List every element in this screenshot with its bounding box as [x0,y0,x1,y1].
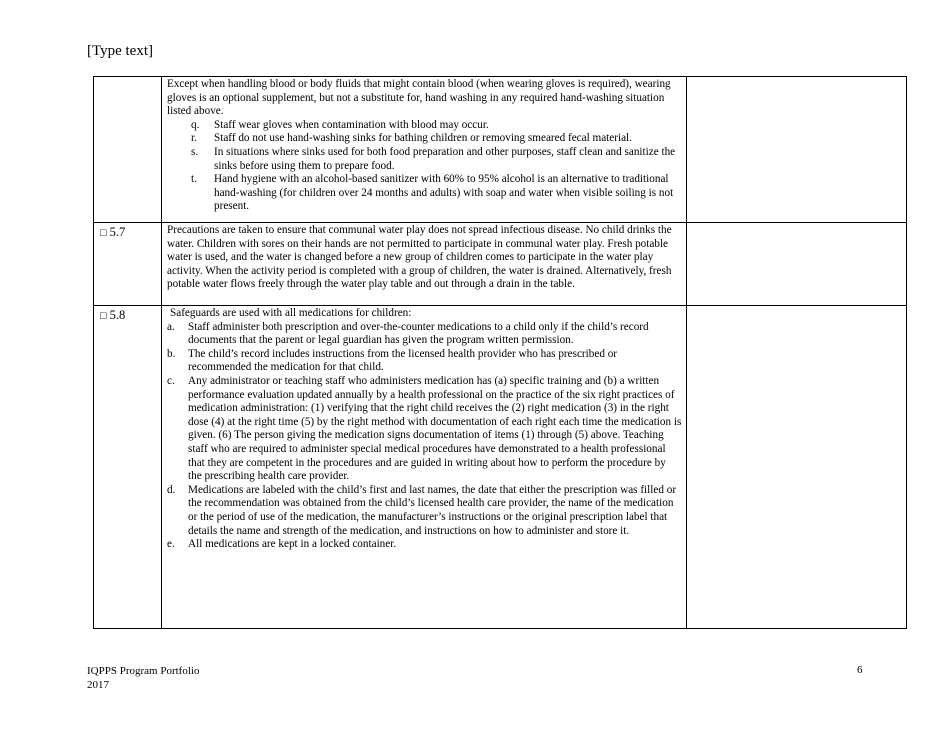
notes-cell [687,77,907,223]
criterion-content-cell [162,77,687,223]
list-text: Staff do not use hand-washing sinks for bathing children or removing smeared fecal material. [214,132,632,145]
list-item [167,132,682,146]
row3-intro: Safeguards are used with all medications for children: [170,307,412,319]
criterion-content-cell [162,306,687,629]
list-marker: q. [191,118,200,131]
row1-intro: Except when handling blood or body fluids that might contain blood (when wearing gloves is required), wearing gloves is an optional supplement, but not a substitute for, hand washing in any required hand-washing situation listed above. [167,78,671,118]
table-row [94,77,907,223]
checkbox-icon[interactable]: □ [100,227,107,239]
list-marker: c. [167,374,175,387]
list-item [167,321,682,348]
list-text: Staff wear gloves when contamination with blood may occur. [214,118,489,131]
list-marker: b. [167,347,176,360]
list-marker: d. [167,483,176,496]
list-marker: s. [191,145,199,158]
footer-year: 2017 [87,679,109,691]
list-text: Staff administer both prescription and over-the-counter medications to a child only if the child’s record documents that the parent or legal guardian has given the program written permission. [188,320,649,347]
table-row [94,223,907,306]
list-item [167,484,682,538]
footer-title: IQPPS Program Portfolio [87,665,200,677]
page-number: 6 [857,664,863,676]
criterion-number-cell [94,77,162,223]
list-text: Hand hygiene with an alcohol-based sanitizer with 60% to 95% alcohol is an alternative to traditional hand-washing (for children over 24 months and adults) with soap and water when visible soiling is not present. [214,173,674,213]
header-placeholder: [Type text] [87,43,154,59]
criterion-number-cell [94,223,162,306]
list-text: In situations where sinks used for both food preparation and other purposes, staff clean and sanitize the sinks before using them to prepare food. [214,145,676,172]
list-item [167,146,682,173]
list-item [167,348,682,375]
list-marker: e. [167,538,175,551]
list-marker: r. [191,132,197,145]
row1-list [167,119,682,214]
criterion-number: 5.8 [109,308,126,322]
list-marker: t. [191,173,197,186]
notes-cell [687,306,907,629]
list-text: The child’s record includes instructions from the licensed health provider who has prescribed or recommended the medication for that child. [188,347,618,374]
criteria-table [93,76,907,629]
table-row [94,306,907,629]
list-text: Any administrator or teaching staff who administers medication has (a) specific training and (b) a written performance evaluation updated annually by a health professional on the practice of the six right practices of medication administration: (1) verifying that the right child receives the (2) right medication (3) in the right dose (4) at the right time (5) by the right method with documentation of each right each time the medication is given. (6) The person giving the medication signs documentation of items (1) through (5) above. Teaching staff who are required to administer special medical procedures have demonstrated to a health professional that they are competent in the procedures and are guided in writing about how to perform the procedure by the prescribing health care provider. [188,374,682,483]
list-marker: a. [167,320,175,333]
footer-info [87,664,199,692]
row2-text: Precautions are taken to ensure that communal water play does not spread infectious disease. No child drinks the water. Children with sores on their hands are not permitted to participate in communal water play. Fresh potable water is used, and the water is changed before a new group of children comes to participate in the water play activity. When the activity period is completed with a group of children, the water is drained. Alternatively, fresh potable water flows freely through the water play table and out through a drain in the table. [167,224,672,291]
list-text: All medications are kept in a locked container. [188,538,397,551]
criterion-number-cell [94,306,162,629]
notes-cell [687,223,907,306]
criterion-number: 5.7 [109,225,126,239]
row3-list [167,321,682,552]
list-item [167,173,682,214]
criterion-content-cell [162,223,687,306]
list-item [167,538,682,552]
list-item [167,375,682,484]
checkbox-icon[interactable]: □ [100,310,107,322]
list-item [167,119,682,133]
list-text: Medications are labeled with the child’s first and last names, the date that either the prescription was filled or the recommendation was obtained from the child’s licensed health care provider, the name of the medication or the period of use of the medication, the manufacturer’s instructions or the original prescription label that details the name and strength of the medication, and instructions on how to administer and store it. [188,483,677,537]
